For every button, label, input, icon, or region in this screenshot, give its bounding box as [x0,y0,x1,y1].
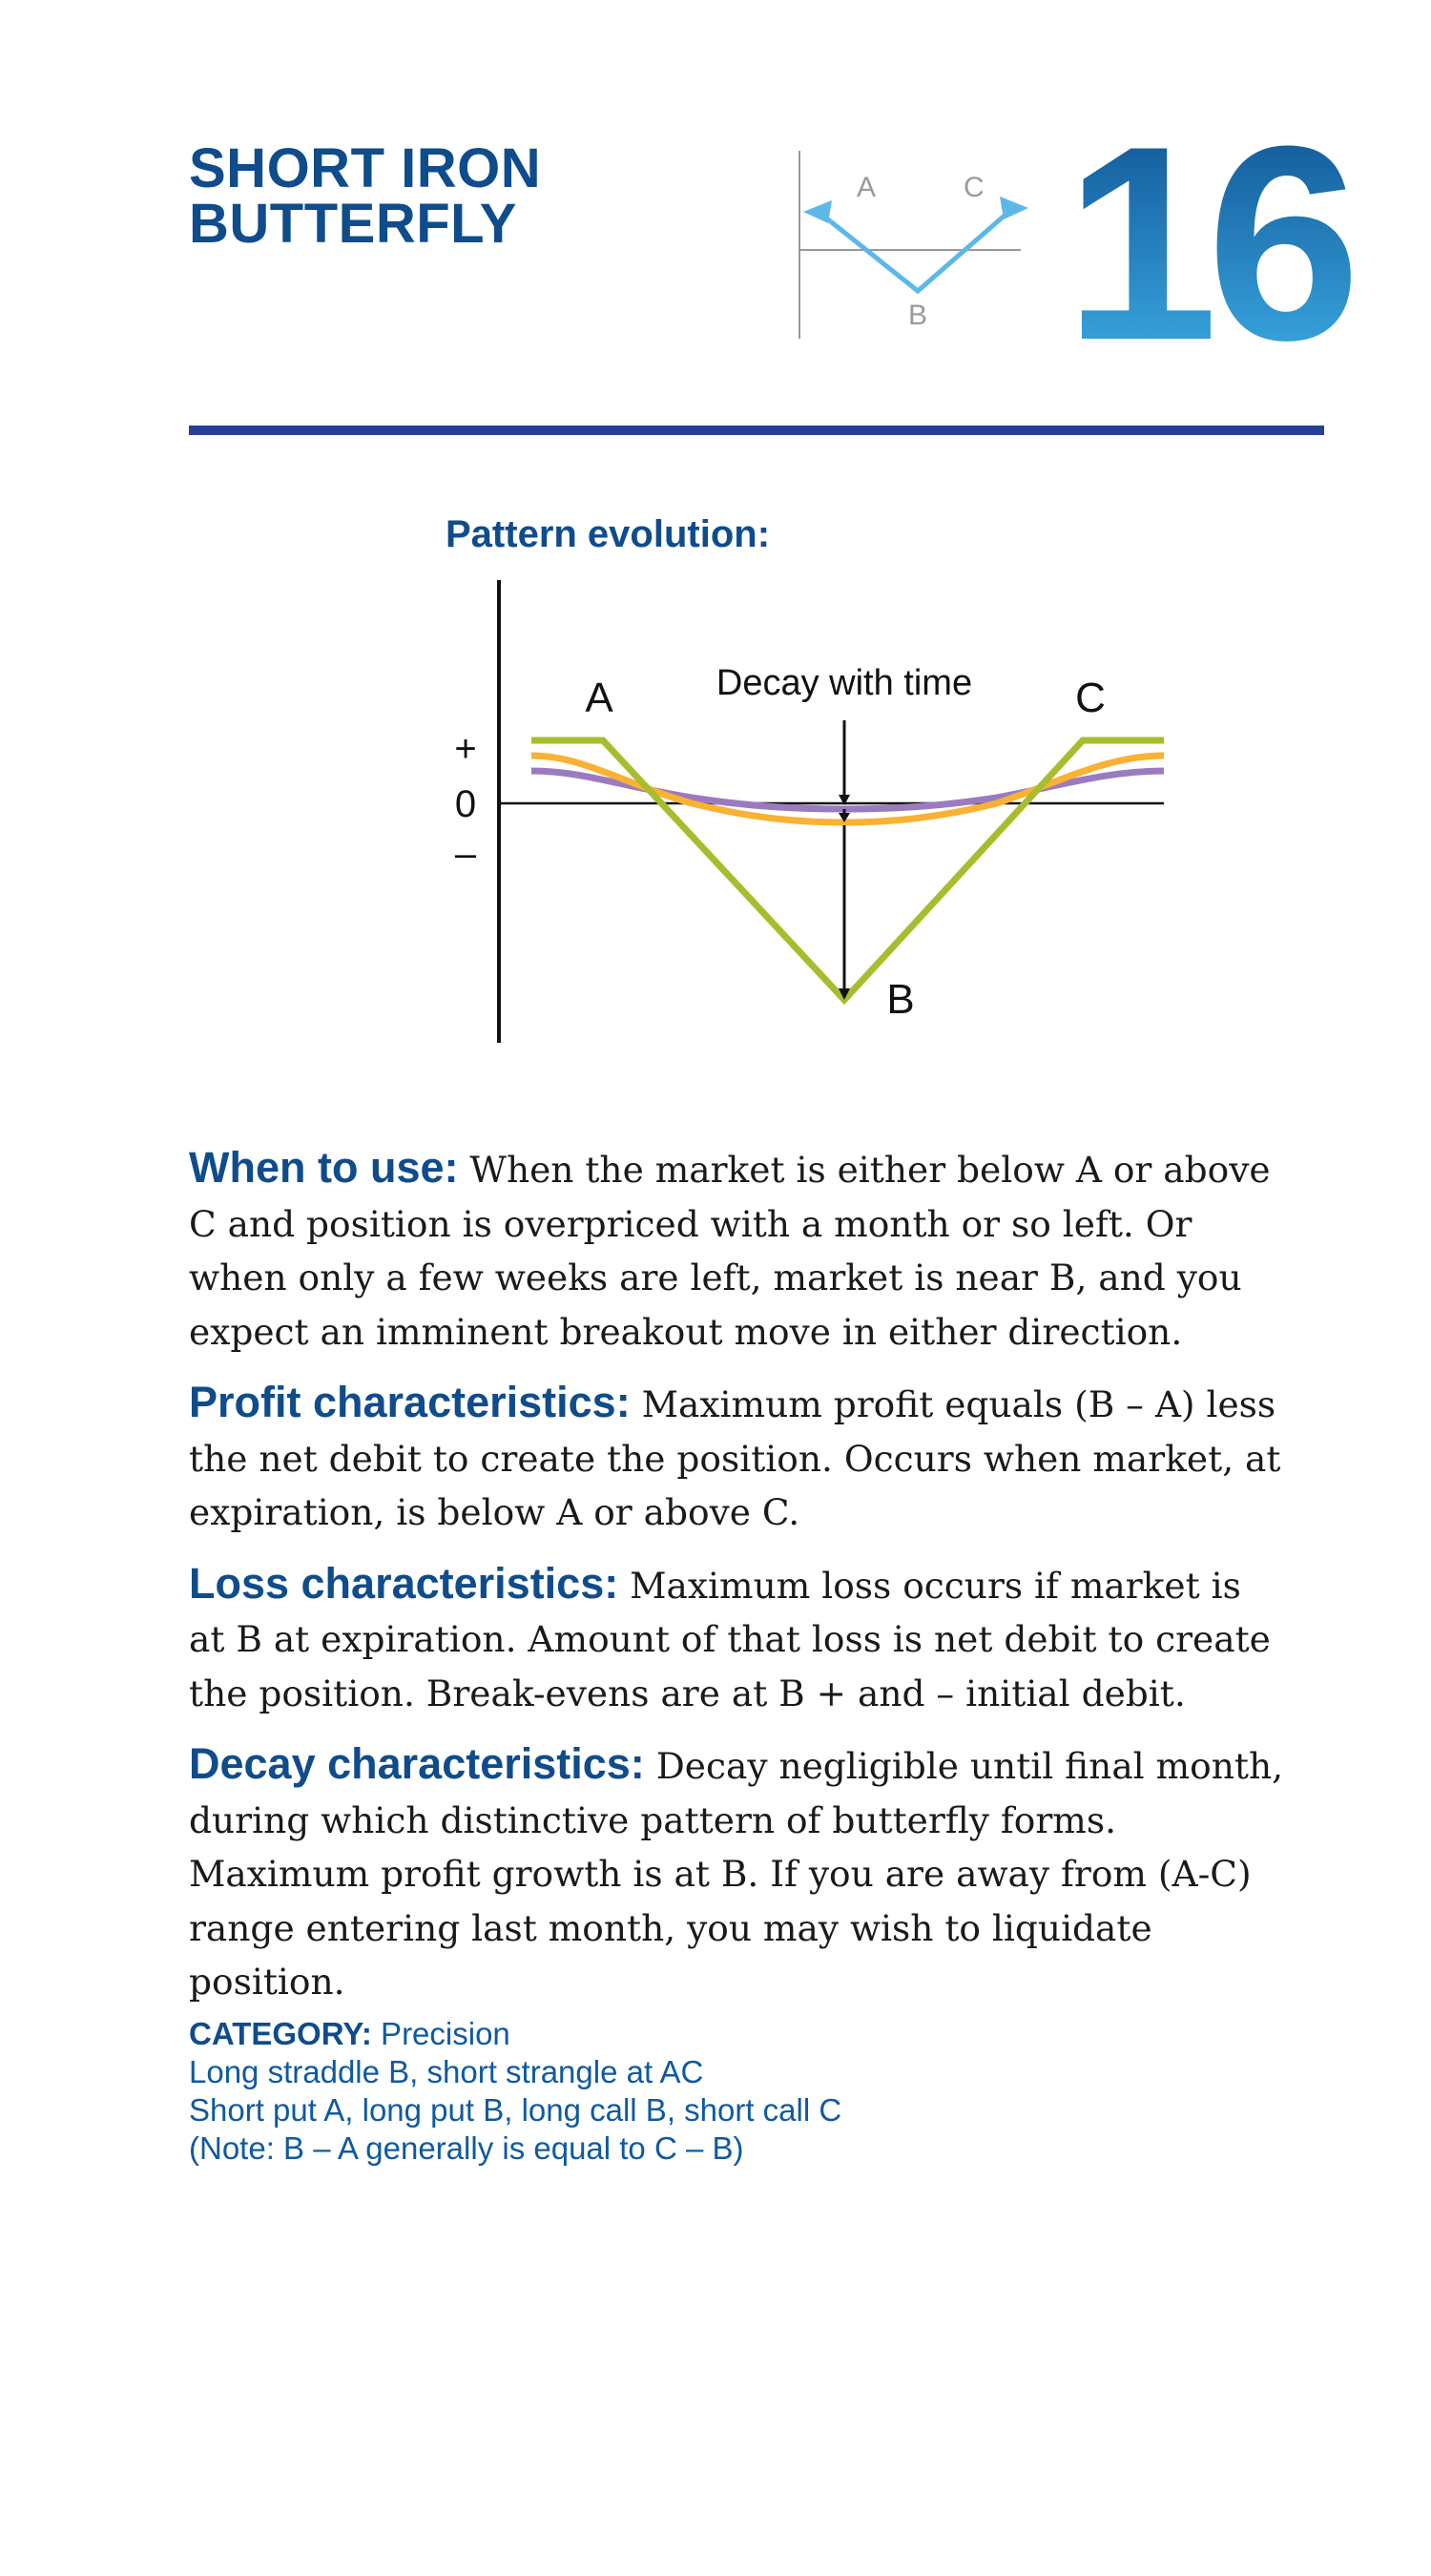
category-footer [189,2015,841,2168]
page-number [1054,105,1359,363]
category-label: CATEGORY: [189,2016,372,2051]
section-text: Maximum loss occurs if market is at B at expiration. Amount of that loss is net debit to create the position. Break-evens are at B + and – initial debit. [189,1564,1271,1714]
loss-section [189,1557,1286,1721]
header-divider [189,426,1324,435]
when-to-use-section [189,1141,1286,1359]
page-number-text: 16 [1064,105,1350,363]
composition-line-1: Long straddle B, short strangle at AC [189,2054,704,2089]
category-value: Precision [371,2016,510,2051]
section-text: Maximum profit equals (B – A) less the net debit to create the position. Occurs when market, at expiration, is below A or above C. [189,1383,1281,1533]
composition-line-2: Short put A, long put B, long call B, short call C [189,2092,842,2128]
strategy-title [189,137,542,255]
title-line-1: SHORT IRON [189,137,542,199]
section-text: Decay negligible until final month, during which distinctive pattern of butterfly forms. Maximum profit growth is at B. If you are away from (A-C) range entering last month, you may wish to liquidate position. [189,1745,1284,2003]
section-heading: Decay characteristics: [189,1739,645,1788]
chart-label-b: B [886,976,915,1023]
icon-label-c: C [964,172,985,203]
section-heading: When to use: [189,1143,459,1192]
strategy-payoff-icon [792,143,1040,343]
title-line-2: BUTTERFLY [189,193,517,255]
section-heading: Profit characteristics: [189,1378,631,1426]
icon-label-b: B [908,300,928,331]
pattern-evolution-heading: Pattern evolution: [446,513,771,555]
description-body [189,1141,1286,2026]
section-heading: Loss characteristics: [189,1558,619,1608]
profit-section [189,1376,1286,1540]
section-text: When the market is either below A or above C and position is overpriced with a month or so left. Or when only a few weeks are left, market is near B, and you expect an imminent breakout move in either direction. [189,1149,1271,1353]
composition-note: (Note: B – A generally is equal to C – B) [189,2130,744,2166]
category-line [189,2015,841,2053]
icon-label-a: A [857,172,877,203]
chart-label-a: A [585,675,613,721]
decay-section [189,1737,1286,2009]
zero-label: 0 [454,783,477,825]
chart-label-c: C [1075,675,1106,721]
pattern-evolution-chart [439,572,1183,1049]
minus-label: – [454,833,477,875]
decay-label: Decay with time [716,663,973,703]
plus-label: + [454,728,477,770]
